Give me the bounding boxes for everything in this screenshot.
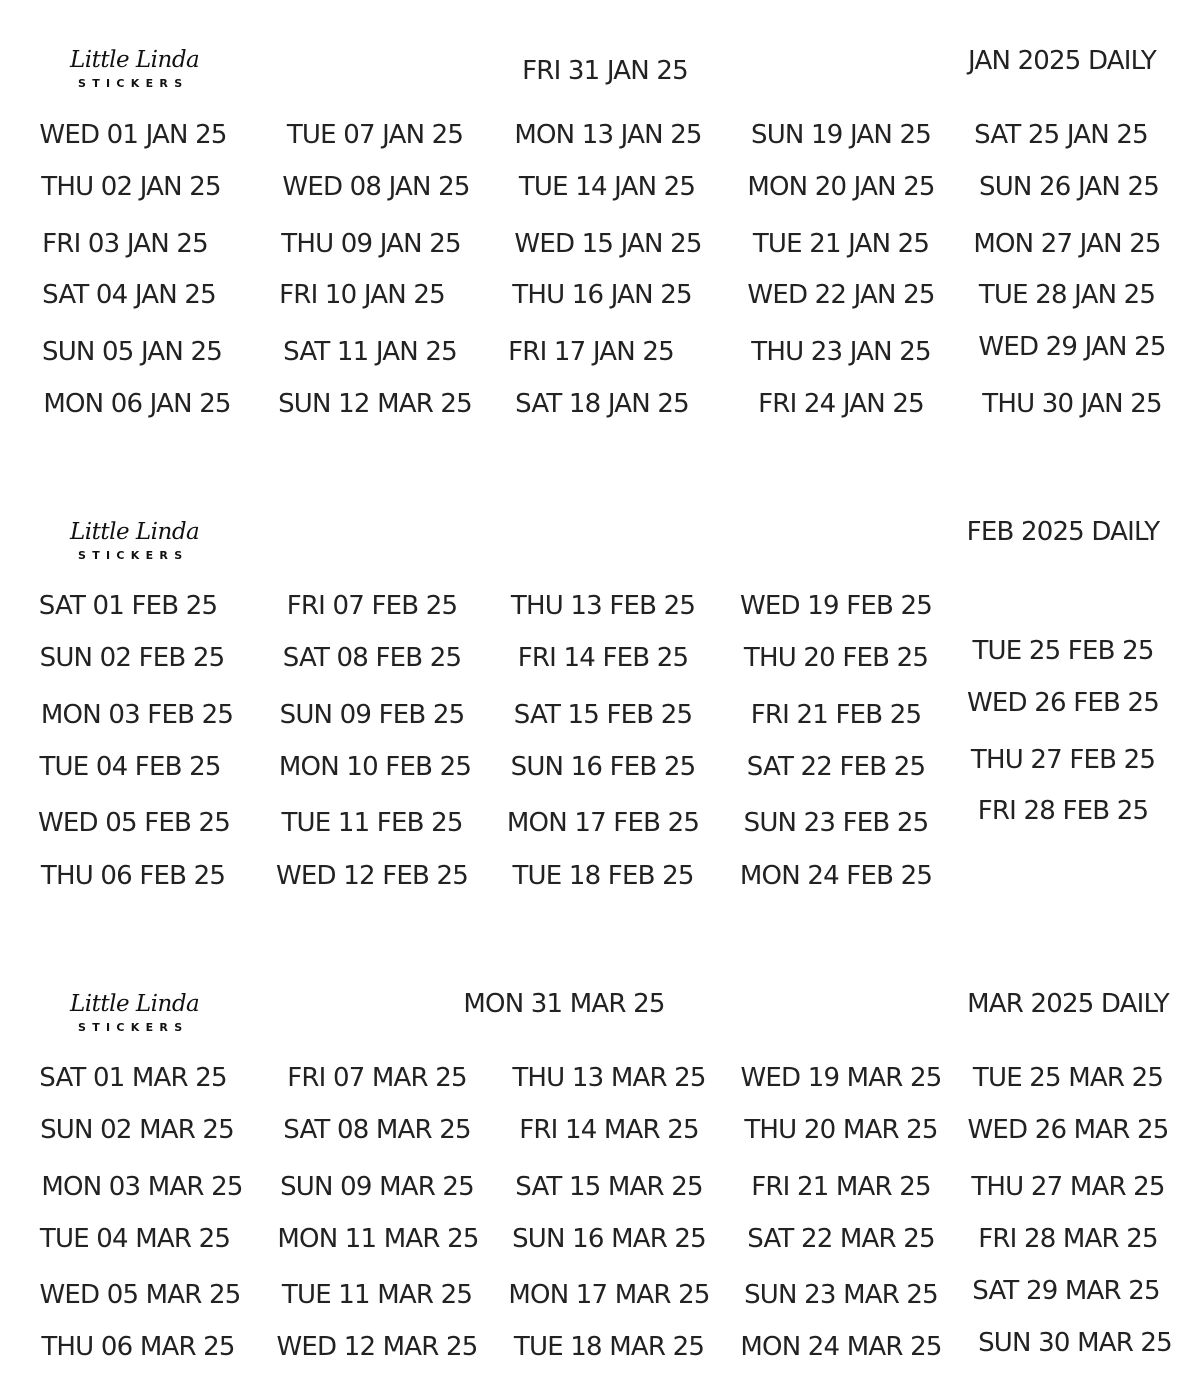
logo-script-text: Little Linda	[70, 519, 200, 545]
date-sticker: MON 13 JAN 25	[514, 120, 702, 150]
date-sticker: FRI 07 MAR 25	[287, 1063, 467, 1093]
date-sticker: MON 20 JAN 25	[747, 172, 935, 202]
date-sticker: THU 27 FEB 25	[970, 745, 1156, 775]
january-sheet	[0, 0, 1200, 420]
date-sticker: MON 06 JAN 25	[43, 389, 231, 419]
date-sticker: SUN 05 JAN 25	[42, 337, 222, 367]
logo-script-text: Little Linda	[70, 991, 200, 1017]
date-sticker: TUE 18 MAR 25	[513, 1332, 705, 1362]
date-sticker: SUN 09 MAR 25	[280, 1172, 474, 1202]
brand-logo	[70, 988, 210, 1048]
date-sticker: WED 15 JAN 25	[514, 229, 702, 259]
date-sticker: WED 26 MAR 25	[967, 1115, 1169, 1145]
date-sticker: WED 19 FEB 25	[740, 591, 932, 621]
sheet-extra-date: MON 31 MAR 25	[463, 989, 665, 1019]
date-sticker: WED 29 JAN 25	[978, 332, 1166, 362]
date-sticker: TUE 11 MAR 25	[281, 1280, 473, 1310]
date-sticker: TUE 28 JAN 25	[978, 280, 1156, 310]
date-sticker: SUN 19 JAN 25	[751, 120, 931, 150]
date-sticker: FRI 14 MAR 25	[519, 1115, 699, 1145]
date-sticker: MON 11 MAR 25	[277, 1224, 479, 1254]
date-sticker: SUN 02 MAR 25	[40, 1115, 234, 1145]
date-sticker: MON 10 FEB 25	[278, 752, 472, 782]
date-sticker: SUN 26 JAN 25	[979, 172, 1159, 202]
logo-sub-text: STICKERS	[78, 77, 189, 90]
date-sticker: SUN 23 FEB 25	[743, 808, 929, 838]
date-sticker: FRI 21 MAR 25	[751, 1172, 931, 1202]
date-sticker: MON 24 MAR 25	[740, 1332, 942, 1362]
date-sticker: FRI 28 MAR 25	[978, 1224, 1158, 1254]
date-sticker: TUE 07 JAN 25	[286, 120, 464, 150]
date-sticker: MON 17 MAR 25	[508, 1280, 710, 1310]
date-sticker: SAT 01 MAR 25	[39, 1063, 227, 1093]
date-sticker: SUN 12 MAR 25	[278, 389, 472, 419]
sheet-title: JAN 2025 DAILY	[968, 46, 1156, 76]
date-sticker: SAT 04 JAN 25	[42, 280, 216, 310]
date-sticker: WED 12 MAR 25	[276, 1332, 478, 1362]
date-sticker: MON 03 MAR 25	[41, 1172, 243, 1202]
date-sticker: THU 06 FEB 25	[40, 861, 226, 891]
february-sheet	[0, 472, 1200, 892]
date-sticker: MON 03 FEB 25	[40, 700, 234, 730]
date-sticker: TUE 21 JAN 25	[752, 229, 930, 259]
brand-logo	[70, 516, 210, 576]
date-sticker: SAT 11 JAN 25	[283, 337, 457, 367]
date-sticker: SAT 08 FEB 25	[282, 643, 462, 673]
date-sticker: TUE 25 FEB 25	[972, 636, 1154, 666]
date-sticker: TUE 25 MAR 25	[972, 1063, 1164, 1093]
date-sticker: FRI 14 FEB 25	[517, 643, 689, 673]
date-sticker: WED 22 JAN 25	[747, 280, 935, 310]
date-sticker: WED 19 MAR 25	[740, 1063, 942, 1093]
date-sticker: THU 02 JAN 25	[41, 172, 221, 202]
date-sticker: TUE 04 MAR 25	[39, 1224, 231, 1254]
date-sticker: MON 27 JAN 25	[973, 229, 1161, 259]
date-sticker: THU 30 JAN 25	[982, 389, 1162, 419]
date-sticker: WED 26 FEB 25	[967, 688, 1159, 718]
sheet-title: FEB 2025 DAILY	[966, 517, 1160, 547]
date-sticker: THU 23 JAN 25	[751, 337, 931, 367]
date-sticker: WED 05 FEB 25	[38, 808, 230, 838]
date-sticker: SAT 08 MAR 25	[283, 1115, 471, 1145]
logo-sub-text: STICKERS	[78, 549, 189, 562]
date-sticker: SAT 22 MAR 25	[747, 1224, 935, 1254]
date-sticker: SUN 30 MAR 25	[978, 1328, 1172, 1358]
date-sticker: WED 12 FEB 25	[276, 861, 468, 891]
date-sticker: THU 09 JAN 25	[281, 229, 461, 259]
date-sticker: TUE 18 FEB 25	[512, 861, 694, 891]
logo-sub-text: STICKERS	[78, 1021, 189, 1034]
date-sticker: THU 27 MAR 25	[971, 1172, 1165, 1202]
brand-logo	[70, 44, 210, 104]
date-sticker: SAT 22 FEB 25	[746, 752, 926, 782]
date-sticker: SAT 15 FEB 25	[513, 700, 693, 730]
march-sheet	[0, 944, 1200, 1364]
date-sticker: FRI 28 FEB 25	[977, 796, 1149, 826]
date-sticker: SAT 18 JAN 25	[515, 389, 689, 419]
date-sticker: FRI 03 JAN 25	[42, 229, 208, 259]
date-sticker: THU 13 MAR 25	[512, 1063, 706, 1093]
date-sticker: WED 05 MAR 25	[39, 1280, 241, 1310]
date-sticker: SAT 01 FEB 25	[38, 591, 218, 621]
date-sticker: MON 17 FEB 25	[506, 808, 700, 838]
date-sticker: SUN 16 MAR 25	[512, 1224, 706, 1254]
date-sticker: MON 24 FEB 25	[739, 861, 933, 891]
date-sticker: SUN 16 FEB 25	[510, 752, 696, 782]
date-sticker: SAT 25 JAN 25	[974, 120, 1148, 150]
logo-script-text: Little Linda	[70, 47, 200, 73]
date-sticker: SUN 09 FEB 25	[279, 700, 465, 730]
date-sticker: FRI 10 JAN 25	[279, 280, 445, 310]
date-sticker: WED 08 JAN 25	[282, 172, 470, 202]
date-sticker: TUE 11 FEB 25	[281, 808, 463, 838]
date-sticker: FRI 07 FEB 25	[286, 591, 458, 621]
date-sticker: FRI 17 JAN 25	[508, 337, 674, 367]
date-sticker: THU 20 FEB 25	[743, 643, 929, 673]
sheet-extra-date: FRI 31 JAN 25	[522, 56, 688, 86]
date-sticker: THU 06 MAR 25	[41, 1332, 235, 1362]
date-sticker: FRI 24 JAN 25	[758, 389, 924, 419]
date-sticker: THU 20 MAR 25	[744, 1115, 938, 1145]
date-sticker: SAT 15 MAR 25	[515, 1172, 703, 1202]
date-sticker: TUE 04 FEB 25	[39, 752, 221, 782]
date-sticker: WED 01 JAN 25	[39, 120, 227, 150]
date-sticker: TUE 14 JAN 25	[518, 172, 696, 202]
date-sticker: THU 16 JAN 25	[512, 280, 692, 310]
date-sticker: SUN 02 FEB 25	[39, 643, 225, 673]
date-sticker: FRI 21 FEB 25	[750, 700, 922, 730]
sheet-title: MAR 2025 DAILY	[967, 989, 1169, 1019]
date-sticker: SAT 29 MAR 25	[972, 1276, 1160, 1306]
date-sticker: THU 13 FEB 25	[510, 591, 696, 621]
date-sticker: SUN 23 MAR 25	[744, 1280, 938, 1310]
